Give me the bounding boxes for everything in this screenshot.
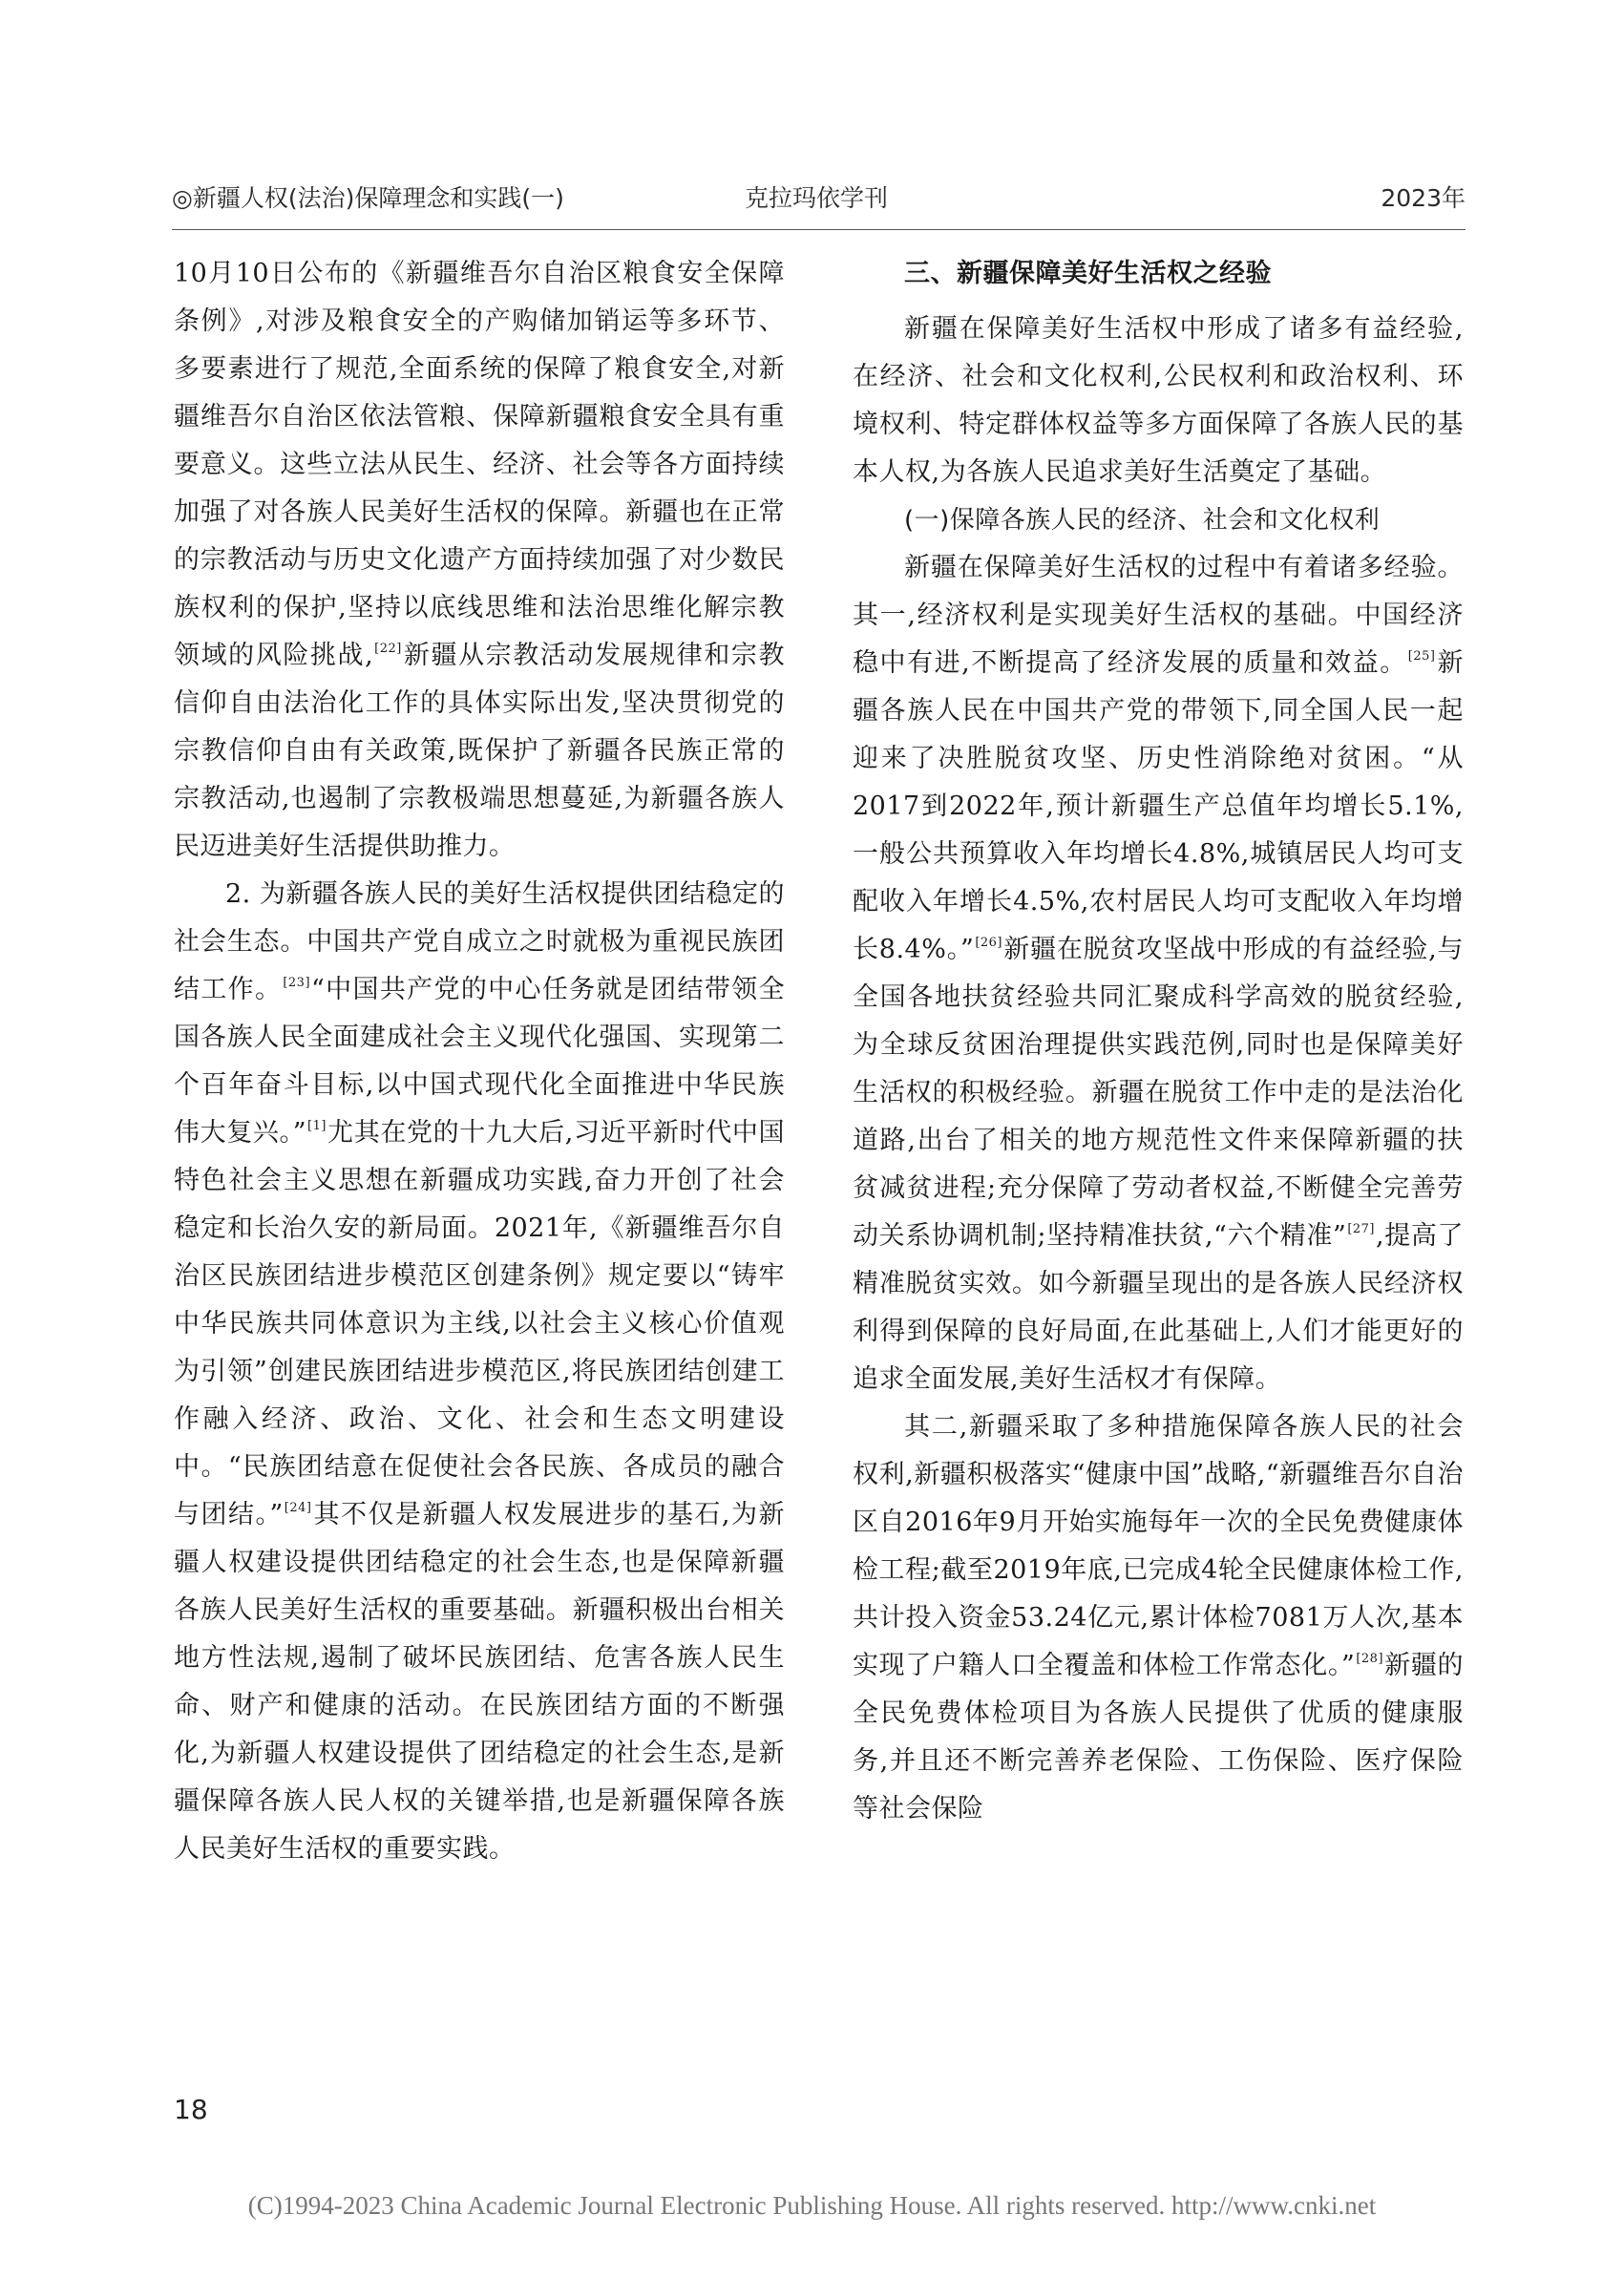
text-run: 其不仅是新疆人权发展进步的基石,为新疆人权建设提供团结稳定的社会生态,也是保障新疆各族人民美好生活权的重要基础。新疆积极出台相关地方性法规,遏制了破坏民族团结、危害各族人民生命、财产和健康的活动。在民族团结方面的不断强化,为新疆人权建设提供了团结稳定的社会生态,是新疆保障各族人民人权的关键举措,也是新疆保障各族人民美好生活权的重要实践。 [174,1500,785,1864]
citation-ref: [25] [1407,649,1436,664]
text-run: 尤其在党的十九大后,习近平新时代中国特色社会主义思想在新疆成功实践,奋力开创了社会稳定和长治久安的新局面。2021年,《新疆维吾尔自治区民族团结进步模范区创建条例》规定要以“铸牢中华民族共同体意识为主线,以社会主义核心价值观为引领”创建民族团结进步模范区,将民族团结创建工作融入经济、政治、文化、社会和生态文明建设中。“民族团结意在促使社会各民族、各成员的融合与团结。” [174,1118,785,1529]
right-column [853,250,1464,1833]
running-header [172,179,1466,218]
text-run: 新疆各族人民在中国共产党的带领下,同全国人民一起迎来了决胜脱贫攻坚、历史性消除绝对贫困。“从2017到2022年,预计新疆生产总值年均增长5.1%,一般公共预算收入年均增长4.8%,城镇居民人均可支配收入年增长4.5%,农村居民人均可支配收入年均增长8.4%。” [853,648,1465,964]
header-year: 2023年 [1381,184,1466,212]
text-run: 新疆在脱贫攻坚战中形成的有益经验,与全国各地扶贫经验共同汇聚成科学高效的脱贫经验,为全球反贫困治理提供实践范例,同时也是保障美好生活权的积极经验。新疆在脱贫工作中走的是法治化道路,出台了相关的地方规范性文件来保障新疆的扶贫减贫进程;充分保障了劳动者权益,不断健全完善劳动关系协调机制;坚持精准扶贫,“六个精准” [853,935,1464,1251]
paragraph [853,1403,1464,1833]
text-run: 新疆的全民免费体检项目为各族人民提供了优质的健康服务,并且还不断完善养老保险、工伤保险、医疗保险等社会保险 [853,1651,1464,1824]
text-run: “中国共产党的中心任务就是团结带领全国各族人民全面建成社会主义现代化强国、实现第二个百年奋斗目标,以中国式现代化全面推进中华民族伟大复兴。” [174,975,786,1148]
header-divider [172,229,1466,230]
subsection-heading: (一)保障各族人民的经济、社会和文化权利 [904,506,1381,535]
section-heading: 三、新疆保障美好生活权之经验 [904,259,1272,288]
paragraph [174,871,785,1873]
citation-ref: [27] [1347,1222,1375,1236]
text-run: 2. 为新疆各族人民的美好生活权提供团结稳定的社会生态。中国共产党自成立之时就极为重视民族团结工作。 [174,879,785,1004]
citation-ref: [1] [307,1119,327,1133]
paragraph [853,544,1464,1403]
text-run: 其二,新疆采取了多种措施保障各族人民的社会权利,新疆积极落实“健康中国”战略,“新疆维吾尔自治区自2016年9月开始实施每年一次的全民免费健康体检工程;截至2019年底,已完成4轮全民健康体检工作,共计投入资金53.24亿元,累计体检7081万人次,基本实现了户籍人口全覆盖和体检工作常态化。” [853,1412,1464,1680]
header-journal-name: 克拉玛依学刊 [745,184,889,212]
citation-ref: [26] [975,936,1002,950]
paragraph: 新疆在保障美好生活权中形成了诸多有益经验,在经济、社会和文化权利,公民权利和政治权利、环境权利、特定群体权益等多方面保障了各族人民的基本人权,为各族人民追求美好生活奠定了基础。 [853,314,1464,487]
copyright-footer: (C)1994-2023 China Academic Journal Electronic Publishing House. All rights reserved. http://www.cnki.net [247,2191,1377,2220]
citation-ref: [28] [1356,1652,1384,1666]
paragraph [174,250,785,871]
header-section-title: ◎新疆人权(法治)保障理念和实践(一) [172,184,564,212]
text-run: 新疆从宗教活动发展规律和宗教信仰自由法治化工作的具体实际出发,坚决贯彻党的宗教信仰自由有关政策,既保护了新疆各民族正常的宗教活动,也遏制了宗教极端思想蔓延,为新疆各族人民迈进美好生活提供助推力。 [174,641,785,861]
text-run: 新疆在保障美好生活权的过程中有着诸多经验。其一,经济权利是实现美好生活权的基础。中国经济稳中有进,不断提高了经济发展的质量和效益。 [853,553,1464,678]
citation-ref: [24] [284,1501,312,1515]
text-run: ,提高了精准脱贫实效。如今新疆呈现出的是各族人民经济权利得到保障的良好局面,在此基础上,人们才能更好的追求全面发展,美好生活权才有保障。 [853,1221,1464,1394]
citation-ref: [23] [283,976,311,990]
page-number: 18 [174,2094,208,2125]
left-column [174,250,785,1873]
citation-ref: [22] [374,642,402,656]
text-run: 10月10日公布的《新疆维吾尔自治区粮食安全保障条例》,对涉及粮食安全的产购储加销运等多环节、多要素进行了规范,全面系统的保障了粮食安全,对新疆维吾尔自治区依法管粮、保障新疆粮食安全具有重要意义。这些立法从民生、经济、社会等各方面持续加强了对各族人民美好生活权的保障。新疆也在正常的宗教活动与历史文化遗产方面持续加强了对少数民族权利的保护,坚持以底线思维和法治思维化解宗教领域的风险挑战, [174,259,785,670]
